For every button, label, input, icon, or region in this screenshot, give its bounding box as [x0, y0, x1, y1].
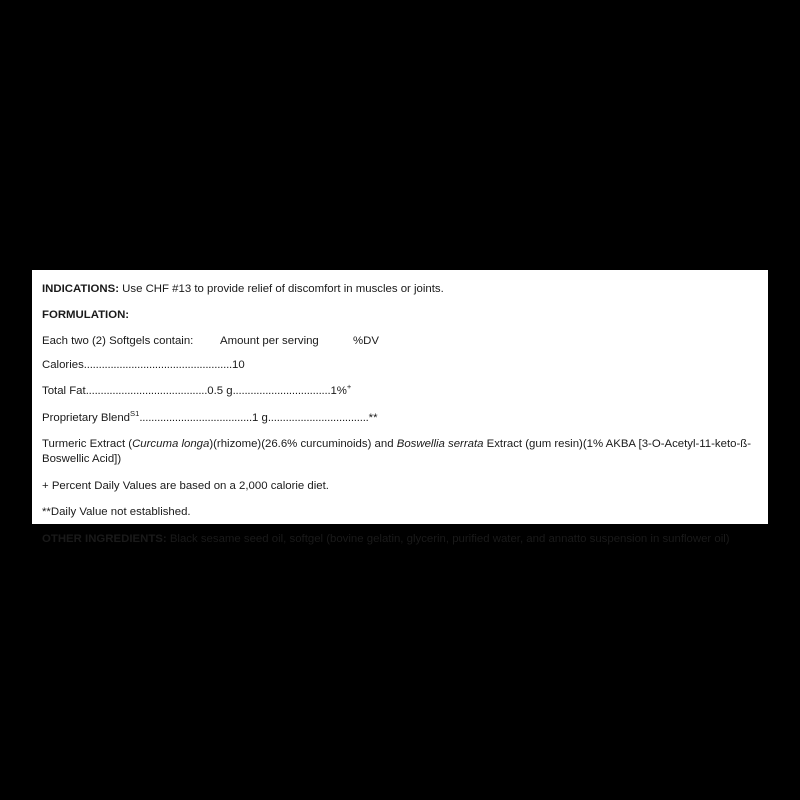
indications-line	[42, 282, 758, 297]
row-dots-total-fat: .........................................	[85, 385, 208, 398]
blend-desc-part1: Turmeric Extract (	[42, 437, 133, 450]
row-dv-proprietary-blend: **	[368, 411, 378, 424]
row-name-total-fat: Total Fat	[42, 385, 86, 398]
blend-desc-italic-curcuma: Curcuma longa	[132, 437, 210, 450]
supplement-facts-panel	[32, 270, 768, 545]
row-name-calories: Calories	[42, 358, 84, 371]
indications-heading: INDICATIONS:	[42, 283, 119, 295]
table-header-col2: Amount per serving	[220, 334, 319, 347]
table-header-col1: Each two (2) Softgels contain:	[42, 334, 194, 347]
row-dots2-proprietary-blend: ..................................	[267, 411, 369, 424]
blend-desc-part3: Extract (gum resin)(1% AKBA [3-O-Acetyl-11-keto-ß-Boswellic Acid])	[42, 437, 751, 466]
blend-desc-part2: )(rhizome)(26.6% curcuminoids) and	[209, 437, 397, 450]
row-dv-sup-total-fat: +	[346, 382, 352, 392]
row-dots-proprietary-blend: ......................................	[139, 411, 252, 424]
footnote-daily-values: + Percent Daily Values are based on a 2,000 calorie diet.	[42, 479, 329, 492]
indications-text: Use CHF #13 to provide relief of discomfort in muscles or joints.	[119, 283, 444, 295]
other-ingredients-text: Black sesame seed oil, softgel (bovine gelatin, glycerin, purified water, and annatto suspension in sunflower oil)	[166, 532, 730, 545]
row-dots-calories: ..................................................	[83, 358, 233, 371]
row-name-sup-proprietary-blend: S1	[130, 408, 140, 418]
formulation-heading: FORMULATION:	[42, 309, 130, 322]
table-header-col3: %DV	[353, 334, 379, 347]
table-row	[42, 358, 758, 373]
footnote-dv-not-established: **Daily Value not established.	[42, 506, 191, 519]
row-dots2-total-fat: .................................	[232, 385, 331, 398]
other-ingredients-heading: OTHER INGREDIENTS:	[42, 532, 167, 545]
formulation-table-header	[42, 335, 758, 347]
blend-desc-italic-boswellia: Boswellia serrata	[396, 437, 484, 450]
table-row	[42, 384, 758, 399]
row-amount-calories: 10	[232, 358, 245, 371]
formulation-heading-line	[42, 308, 758, 323]
row-dv-total-fat: 1%	[330, 385, 347, 398]
row-amount-proprietary-blend: 1 g	[251, 411, 268, 424]
blend-description	[42, 437, 758, 468]
row-amount-total-fat: 0.5 g	[207, 385, 233, 398]
other-ingredients-line	[42, 532, 758, 547]
table-row	[42, 408, 758, 426]
row-name-proprietary-blend: Proprietary Blend	[42, 411, 131, 424]
